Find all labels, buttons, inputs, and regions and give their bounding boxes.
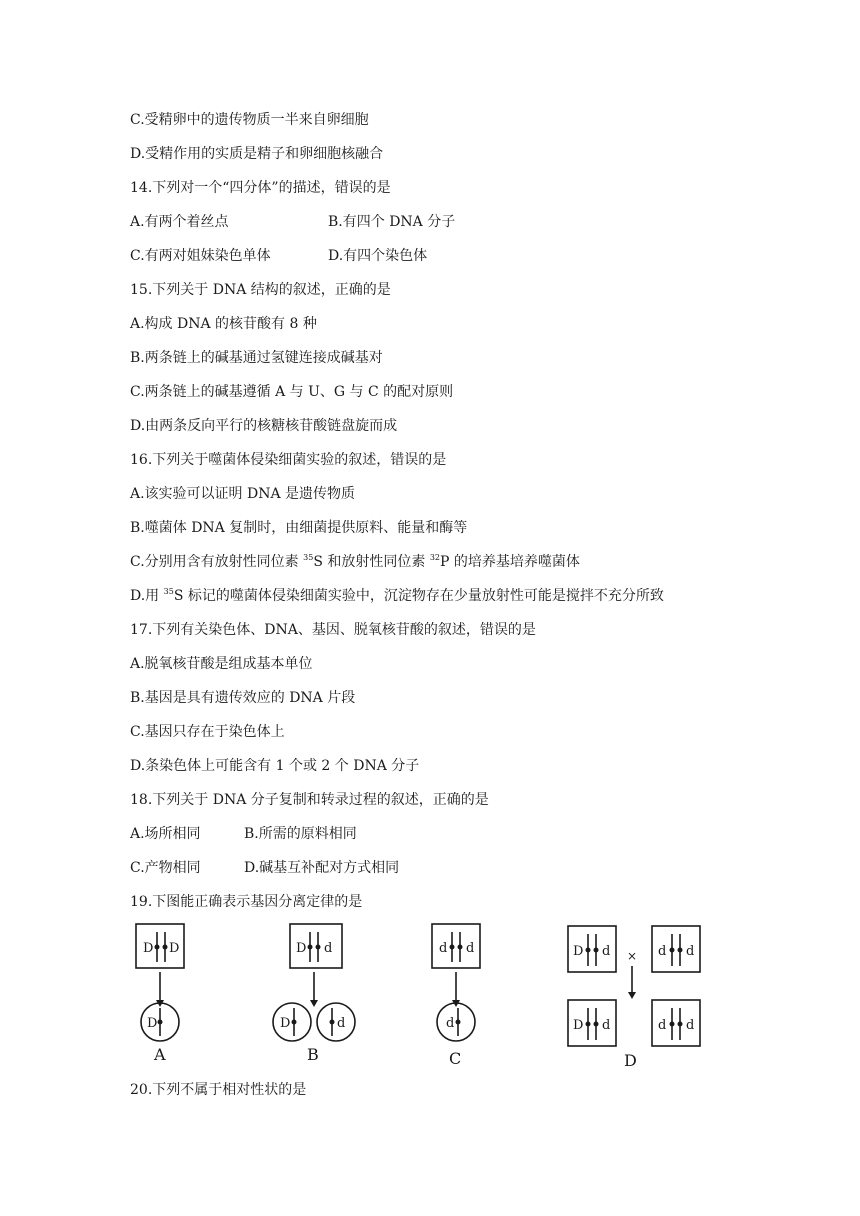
- q16-option-a: A.该实验可以证明 DNA 是遗传物质: [130, 486, 356, 502]
- q14-option-c: C.有两对姐妹染色单体: [130, 248, 271, 264]
- isotope-mass-35: 35: [163, 587, 174, 596]
- q13-option-c: C.受精卵中的遗传物质一半来自卵细胞: [130, 112, 369, 128]
- q14-option-b: B.有四个 DNA 分子: [328, 214, 456, 230]
- allele-label: d: [686, 944, 695, 959]
- allele-label: d: [337, 1016, 346, 1031]
- q16-option-c-part1: C.分别用含有放射性同位素: [130, 554, 304, 570]
- q17-option-b: B.基因是具有遗传效应的 DNA 片段: [130, 690, 356, 706]
- q17-option-a: A.脱氧核苷酸是组成基本单位: [130, 656, 313, 672]
- q18-options-row1: [130, 824, 357, 844]
- q16-option-b: B.噬菌体 DNA 复制时，由细菌提供原料、能量和酶等: [130, 520, 468, 536]
- q14-option-a: A.有两个着丝点: [130, 214, 229, 230]
- q15-option-d: D.由两条反向平行的核糖核苷酸链盘旋而成: [130, 418, 398, 434]
- q16-stem: 16.下列关于噬菌体侵染细菌实验的叙述，错误的是: [130, 452, 447, 468]
- allele-label: d: [439, 941, 448, 956]
- allele-label: d: [686, 1018, 695, 1033]
- allele-label: D: [296, 941, 307, 956]
- allele-label: D: [573, 1018, 584, 1033]
- q19-stem: 19.下图能正确表示基因分离定律的是: [130, 894, 363, 910]
- q18-stem: 18.下列关于 DNA 分子复制和转录过程的叙述，正确的是: [130, 792, 489, 808]
- q14-option-d: D.有四个染色体: [328, 248, 428, 264]
- cross-symbol: ×: [627, 949, 638, 963]
- q18-option-d: D.碱基互补配对方式相同: [244, 860, 400, 876]
- q16-option-c-part2: S 和放射性同位素: [313, 554, 430, 570]
- allele-label: D: [573, 944, 584, 959]
- allele-label: D: [169, 941, 180, 956]
- q16-option-d-part2: S 标记的噬菌体侵染细菌实验中，沉淀物存在少量放射性可能是搅拌不充分所致: [173, 588, 664, 604]
- q18-option-a: A.场所相同: [130, 826, 201, 842]
- isotope-mass-32: 32: [429, 553, 440, 562]
- q15-option-b: B.两条链上的碱基通过氢键连接成碱基对: [130, 350, 383, 366]
- allele-label: D: [143, 941, 154, 956]
- q13-option-d: D.受精作用的实质是精子和卵细胞核融合: [130, 146, 384, 162]
- option-label-c: C: [449, 1049, 462, 1068]
- isotope-mass-35: 35: [303, 553, 314, 562]
- allele-label: d: [658, 1018, 667, 1033]
- allele-label: D: [280, 1016, 291, 1031]
- q18-options-row2: [130, 858, 399, 878]
- q14-options-row1: [130, 212, 455, 232]
- option-label-b: B: [307, 1045, 319, 1064]
- q15-option-a: A.构成 DNA 的核苷酸有 8 种: [130, 316, 317, 332]
- q17-stem: 17.下列有关染色体、DNA、基因、脱氧核苷酸的叙述，错误的是: [130, 622, 536, 638]
- q17-option-d: D.条染色体上可能含有 1 个或 2 个 DNA 分子: [130, 758, 420, 774]
- option-label-d: D: [624, 1051, 637, 1070]
- q14-options-row2: [130, 246, 427, 266]
- q18-option-c: C.产物相同: [130, 860, 201, 876]
- allele-label: d: [602, 944, 611, 959]
- allele-label: d: [602, 1018, 611, 1033]
- q17-option-c: C.基因只存在于染色体上: [130, 724, 285, 740]
- q16-option-d: [130, 586, 664, 606]
- allele-label: d: [658, 944, 667, 959]
- allele-label: d: [324, 941, 333, 956]
- q14-stem: 14.下列对一个“四分体”的描述，错误的是: [130, 180, 391, 196]
- allele-label: d: [446, 1016, 455, 1031]
- option-label-a: A: [154, 1045, 166, 1064]
- q16-option-d-part1: D.用: [130, 588, 164, 604]
- allele-label: d: [466, 941, 475, 956]
- q15-stem: 15.下列关于 DNA 结构的叙述，正确的是: [130, 282, 391, 298]
- q18-option-b: B.所需的原料相同: [244, 826, 357, 842]
- q16-option-c-part3: P 的培养基培养噬菌体: [440, 554, 580, 570]
- q20-stem: 20.下列不属于相对性状的是: [130, 1082, 307, 1098]
- gene-segregation-figure: [130, 918, 710, 1078]
- q15-option-c: C.两条链上的碱基遵循 A 与 U、G 与 C 的配对原则: [130, 384, 454, 400]
- allele-label: D: [147, 1016, 158, 1031]
- q16-option-c: [130, 552, 580, 572]
